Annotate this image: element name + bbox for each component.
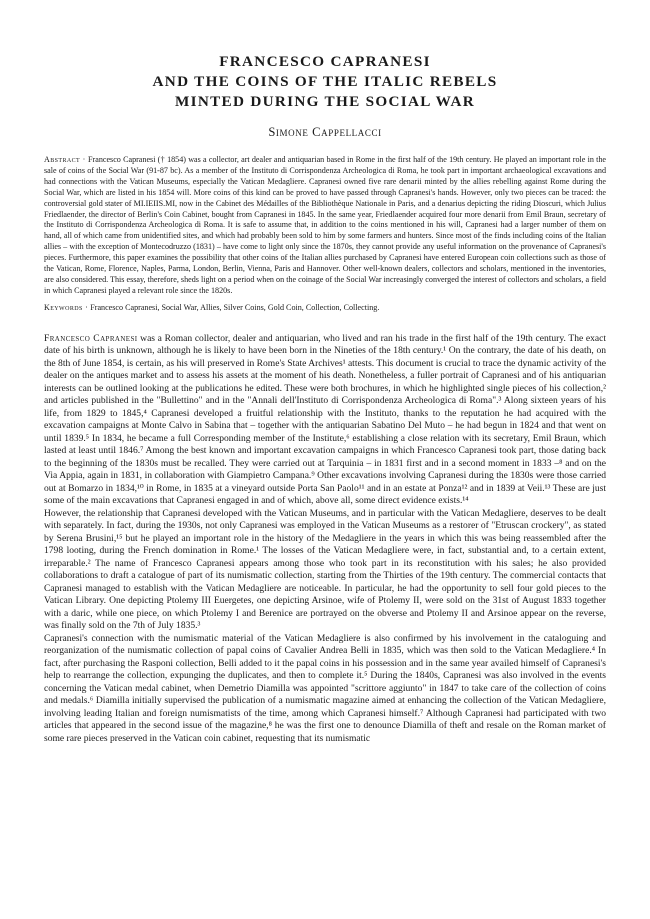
title-line-2: AND THE COINS OF THE ITALIC REBELS <box>152 73 498 90</box>
paragraph-text: However, the relationship that Capranesi developed with the Vatican Museums, and in particular with the Vatican Medagliere, deserves to be dealt with separately. In fact, during the 1930s, not only Capranesi was employed in the Vatican Museums as a restorer of "Etruscan crockery", as stated by Serena Brusini,¹⁵ but he played an important role in the history of the Medagliere in the years in which this was being reassembled after the 1798 looting, during the French domination in Rome.¹ The losses of the Vatican Medagliere were, in fact, substantial and, to a certain extent, irreparable.² The name of Francesco Capranesi appears among those who took part in its reconstitution with his sales; he also provided collaborations to draft a catalogue of part of its numismatic collection, starting from the Thirties of the 19th century. The commercial contacts that Capranesi managed to establish with the Vatican Medagliere are noticeable. In particular, he had the opportunity to sell four gold pieces to the Vatican Library. One depicting Ptolemy III Euergetes, one depicting Arsinoe, wife of Ptolemy II, were sold on the 31st of August 1833 together with a daric, while one piece, on which Ptolemy I and Berenice are portrayed on the obverse and Ptolemy II and Arsinoe appear on the reverse, was finally sold on the 7th of July 1835.³ <box>44 507 606 632</box>
body-paragraph-3 <box>44 633 606 746</box>
abstract-text: Francesco Capranesi († 1854) was a collector, art dealer and antiquarian based in Rome in the first half of the 19th century. He played an important role in the sale of coins of the Social War (91-87 bc). As a member of the Instituto di Corrispondenza Archeologica di Roma, he took part in important archaeological excavations and had connections with the Vatican Museums, especially the Vatican Medagliere. Capranesi owned five rare denarii minted by the allies rebelling against Rome during the Social War, which are listed in his 1854 will. More coins of this kind can be proved to have passed through Capranesi's hands. However, only two pieces can be traced: the controversial gold stater of MI.IEIIS.MI, now in the Cabinet des Médailles of the Bibliothèque Nationale in Paris, and a denarius depicting the riding Dioscuri, which Julius Friedlaender, the director of Berlin's Coin Cabinet, bought from Capranesi in 1845. In the same year, Friedlaender acquired four more denarii from Emil Braun, secretary of the Instituto di Corrispondenza Archeologica di Roma. It is safe to assume that, in addition to the coins mentioned in his will, Capranesi had a larger number of them on hand, all of which came from unidentified sites, and which had probably been sold to him by some farmers and hunters. Since most of the finds including coins of the Italian allies – with the exception of Montecodruzzo (1831) – have come to light only since the 1870s, they cannot provide any useful information on the provenance of Capranesi's pieces. Furthermore, this paper examines the possibility that other coins of the Italian allies purchased by Capranesi have entered European coin collections such as those of the Vatican, Rome, Florence, Naples, Parma, London, Berlin, Vienna, Paris and Hannover. Other well-known dealers, collectors and scholars, mentioned in the inventories, are also considered. This essay, therefore, sheds light on a period when on the coinage of the Social War increasingly converged the interest of collectors and scholars, a field in which Capranesi played a relevant role since the 1820s. <box>44 155 606 295</box>
author-name: Simone Cappellacci <box>268 125 382 139</box>
title-line-3: MINTED DURING THE SOCIAL WAR <box>175 93 475 110</box>
keywords-text: Francesco Capranesi, Social War, Allies, Silver Coins, Gold Coin, Collection, Collecting. <box>88 302 380 312</box>
keywords-label: Keywords · <box>44 302 89 312</box>
body-paragraph-1 <box>44 333 606 508</box>
abstract-label: Abstract · <box>44 155 86 164</box>
title-line-1: FRANCESCO CAPRANESI <box>219 53 431 70</box>
abstract <box>44 155 606 297</box>
keywords <box>44 303 606 314</box>
article-body <box>44 333 606 746</box>
paragraph-text: was a Roman collector, dealer and antiquarian, who lived and ran his trade in the first half of the 19th century. The exact date of his birth is unknown, although he is likely to have been born in the Nineties of the 18th century.¹ On the contrary, the date of his death, on the 8th of June 1854, is certain, as his will preserved in Rome's State Archives¹ attests. This document is crucial to trace the dynamic activity of the dealer on the antiques market and to assess his assets at the moment of his death. Nonetheless, a fuller portrait of Capranesi and of his antiquarian interests can be outlined looking at the publications he edited. These were both brochures, in which he highlighted single pieces of his collection,² and articles published in the "Bullettino" and in the "Annali dell'Instituto di Corrispondenza Archeologica di Roma".³ Along sixteen years of his life, from 1829 to 1845,⁴ Capranesi developed a fruitful relationship with the Instituto, thanks to the reputation he had acquired with the excavation campaigns at Monte Calvo in Sabina that – together with the antiquarian Sabatino Del Muto – he had begun in 1824 and that went on until 1839.⁵ In 1834, he became a full Corresponding member of the Institute,⁶ establishing a close relation with its secretary, Emil Braun, which lasted at least until 1846.⁷ Among the best known and important excavation campaigns in which Francesco Capranesi took part, those dating back to the beginning of the 1830s must be recalled. They were carried out at Tarquinia – in 1831 first and in a second moment in 1833 –⁸ and on the Via Appia, again in 1831, in collaboration with Giampietro Campana.⁹ Other excavations involving Capranesi during the 1830s were those carried out at Bomarzo in 1834,¹⁰ in Rome, in 1835 at a vineyard outside Porta San Paolo¹¹ and in an estate at Ponza¹² and in 1839 at Veii.¹³ These are just some of the main excavations that Capranesi engaged in and of which, above all, some direct evidence exists.¹⁴ <box>44 332 607 507</box>
article-title <box>44 52 606 112</box>
body-paragraph-2 <box>44 508 606 633</box>
opening-small-caps: Francesco Capranesi <box>44 332 138 344</box>
paragraph-text: Capranesi's connection with the numismatic material of the Vatican Medagliere is also confirmed by his involvement in the cataloguing and reorganization of the numismatic collection of papal coins of Cavalier Andrea Belli in 1835, which was then sold to the Vatican Medagliere.⁴ In fact, after purchasing the Rasponi collection, Belli added to it the papal coins in his possession and in the same year availed himself of Capranesi's help to rearrange the collection, expunging the duplicates, and then to complete it.⁵ During the 1840s, Capranesi was also involved in the events concerning the Vatican medal cabinet, when Demetrio Diamilla was appointed "scrittore aggiunto" in 1847 to take care of the collection of coins and medals.⁶ Diamilla initially supervised the publication of a numismatic magazine aimed at enhancing the collection of the Vatican Medagliere, involving leading Italian and foreign numismatists of the time, among which Capranesi himself.⁷ Although Capranesi had participated with two articles that appeared in the second issue of the magazine,⁸ he was the first one to denounce Diamilla of theft and resale on the Roman market of some rare pieces preserved in the Vatican coin cabinet, requesting that its numismatic <box>44 632 606 744</box>
